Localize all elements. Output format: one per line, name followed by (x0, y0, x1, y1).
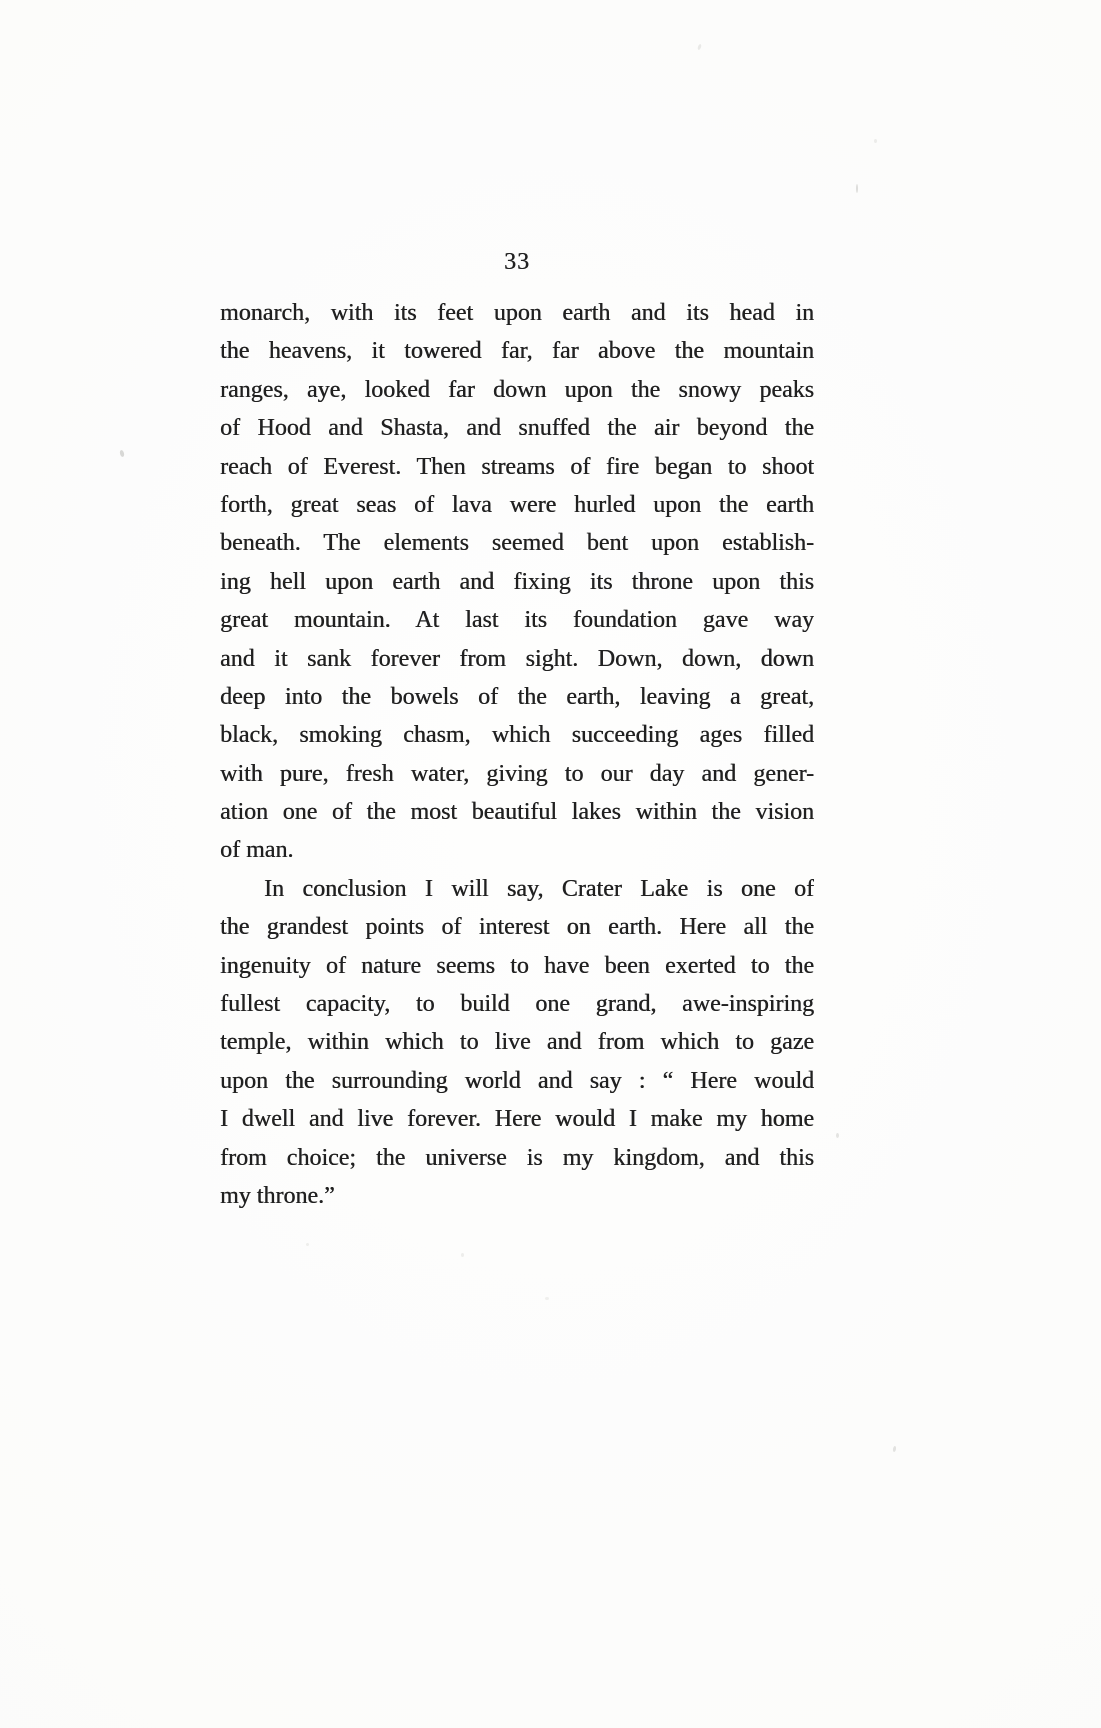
page-number: 33 (504, 249, 530, 275)
scan-speck (461, 1253, 464, 1257)
text-line: black, smoking chasm, which succeeding ages filled (220, 722, 814, 749)
text-line: with pure, fresh water, giving to our day and gener- (220, 760, 814, 787)
paragraph (220, 294, 814, 870)
text-line: ingenuity of nature seems to have been exerted to the (220, 952, 814, 979)
scan-speck (836, 1133, 839, 1138)
text-line: and it sank forever from sight. Down, down, down (220, 645, 814, 672)
page-text-block (220, 246, 814, 1215)
text-line: reach of Everest. Then streams of fire began to shoot (220, 453, 814, 480)
text-line: fullest capacity, to build one grand, awe-inspiring (220, 991, 814, 1018)
text-line: In conclusion I will say, Crater Lake is one of (264, 875, 814, 902)
text-line: from choice; the universe is my kingdom, and this (220, 1144, 814, 1171)
text-line: forth, great seas of lava were hurled upon the earth (220, 491, 814, 518)
text-line: I dwell and live forever. Here would I make my home (220, 1106, 814, 1133)
scan-speck (893, 1446, 897, 1452)
scan-speck (697, 44, 702, 51)
scan-speck (306, 1243, 309, 1246)
scan-speck (119, 450, 125, 458)
text-line: of man. (220, 837, 294, 864)
text-line: beneath. The elements seemed bent upon establish- (220, 530, 814, 557)
text-line: temple, within which to live and from which to gaze (220, 1029, 814, 1056)
text-line: upon the surrounding world and say : “ Here would (220, 1067, 814, 1094)
text-line: the heavens, it towered far, far above the mountain (220, 338, 814, 365)
scan-speck (545, 1297, 549, 1300)
text-line: ation one of the most beautiful lakes within the vision (220, 799, 814, 826)
text-line: ing hell upon earth and fixing its throne upon this (220, 568, 814, 595)
paragraph (220, 870, 814, 1216)
text-line: of Hood and Shasta, and snuffed the air beyond the (220, 415, 814, 442)
text-line: the grandest points of interest on earth. Here all the (220, 914, 814, 941)
text-line: great mountain. At last its foundation gave way (220, 607, 814, 634)
text-line: ranges, aye, looked far down upon the snowy peaks (220, 376, 814, 403)
text-line: deep into the bowels of the earth, leaving a great, (220, 683, 814, 710)
text-line: monarch, with its feet upon earth and its head in (220, 300, 814, 326)
scan-speck (874, 139, 877, 143)
scan-speck (856, 184, 858, 193)
text-line: my throne.” (220, 1182, 335, 1209)
